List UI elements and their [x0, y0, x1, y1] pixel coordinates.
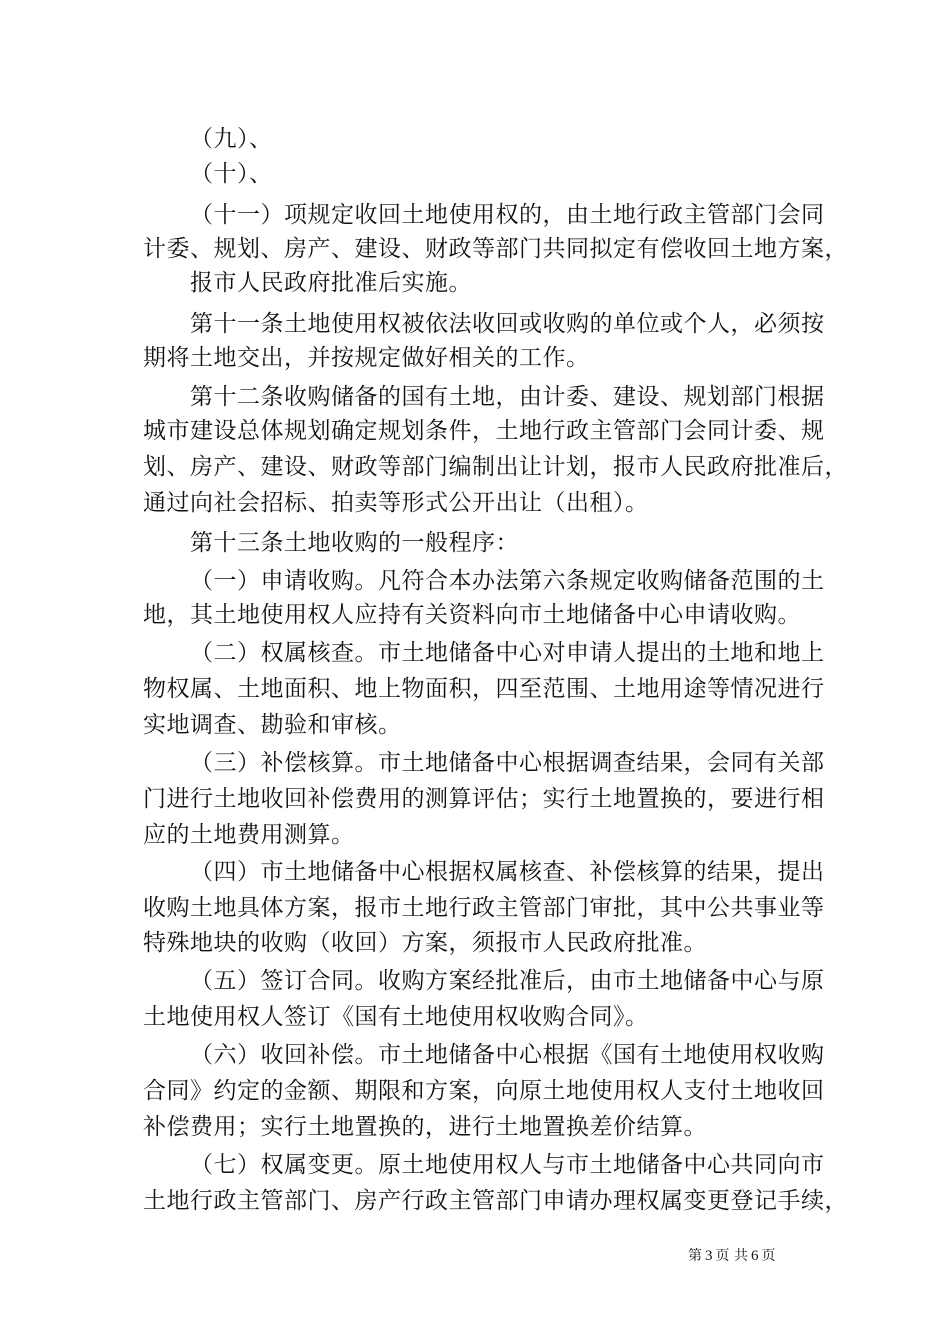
total-pages-number: 6	[750, 1248, 759, 1264]
text-line: （五）签订合同。收购方案经批准后，由市土地储备中心与原	[190, 968, 825, 994]
text-line: 门进行土地收回补偿费用的测算评估；实行土地置换的，要进行相	[143, 786, 825, 812]
text-line: 特殊地块的收购（收回）方案，须报市人民政府批准。	[143, 930, 707, 956]
text-line: （十）、	[190, 161, 273, 187]
text-line: （四）市土地储备中心根据权属核查、补偿核算的结果，提出	[190, 859, 825, 885]
text-line: 第十二条收购储备的国有土地，由计委、建设、规划部门根据	[190, 384, 825, 410]
text-line: 土地使用权人签订《国有土地使用权收购合同》。	[143, 1004, 649, 1030]
text-line: （七）权属变更。原土地使用权人与市土地储备中心共同向市	[190, 1152, 825, 1178]
text-line: 补偿费用；实行土地置换的，进行土地置换差价结算。	[143, 1114, 707, 1140]
text-line: 收购土地具体方案，报市土地行政主管部门审批，其中公共事业等	[143, 895, 825, 921]
text-line: 城市建设总体规划确定规划条件，土地行政主管部门会同计委、规	[143, 418, 825, 444]
text-line: （一）申请收购。凡符合本办法第六条规定收购储备范围的土	[190, 568, 825, 594]
current-page-number: 3	[705, 1248, 713, 1264]
text-line: 土地行政主管部门、房产行政主管部门申请办理权属变更登记手续，	[143, 1188, 848, 1214]
text-line: （三）补偿核算。市土地储备中心根据调查结果，会同有关部	[190, 750, 825, 776]
text-line: （二）权属核查。市土地储备中心对申请人提出的土地和地上	[190, 640, 825, 666]
text-line: 第十一条土地使用权被依法收回或收购的单位或个人，必须按	[190, 311, 825, 337]
text-line: 第十三条土地收购的一般程序：	[190, 530, 519, 556]
text-line: 物权属、土地面积、地上物面积，四至范围、土地用途等情况进行	[143, 676, 825, 702]
text-line: 期将土地交出，并按规定做好相关的工作。	[143, 345, 590, 371]
text-line: 划、房产、建设、财政等部门编制出让计划，报市人民政府批准后，	[143, 454, 848, 480]
text-line: （九）、	[190, 126, 273, 152]
footer-suffix: 页	[761, 1248, 776, 1264]
text-line: （十一）项规定收回土地使用权的，由土地行政主管部门会同	[190, 202, 825, 228]
text-line: 计委、规划、房产、建设、财政等部门共同拟定有偿收回土地方案，	[143, 236, 848, 262]
text-line: 地，其土地使用权人应持有关资料向市土地储备中心申请收购。	[143, 602, 801, 628]
footer-middle: 页 共	[715, 1248, 748, 1264]
text-line: （六）收回补偿。市土地储备中心根据《国有土地使用权收购	[190, 1042, 825, 1068]
text-line: 合同》约定的金额、期限和方案，向原土地使用权人支付土地收回	[143, 1078, 825, 1104]
text-line: 应的土地费用测算。	[143, 822, 355, 848]
page-number-footer	[688, 1247, 775, 1265]
footer-prefix: 第	[688, 1248, 702, 1264]
text-line: 通过向社会招标、拍卖等形式公开出让（出租）。	[143, 490, 649, 516]
text-line: 报市人民政府批准后实施。	[190, 270, 472, 296]
text-line: 实地调查、勘验和审核。	[143, 712, 402, 738]
